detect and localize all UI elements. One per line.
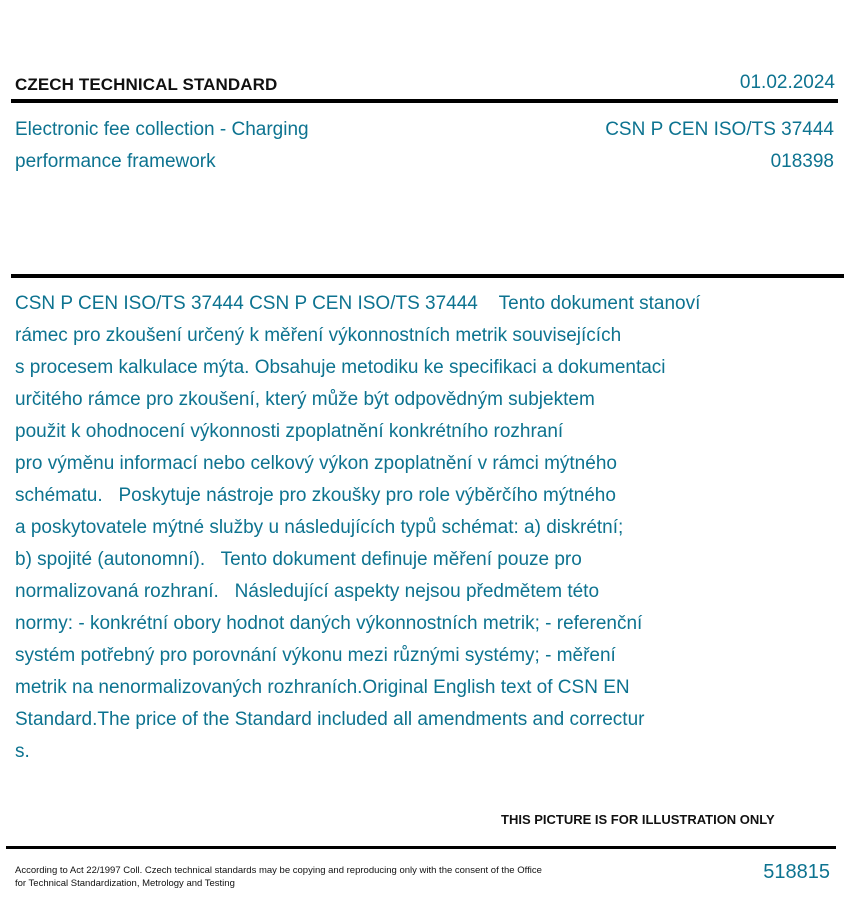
header-divider [11,99,838,103]
catalog-number: 018398 [770,151,834,172]
abstract-line: a poskytovatele mýtné služby u následujících typů schémat: a) diskrétní; [15,517,624,538]
abstract-line: schématu. Poskytuje nástroje pro zkoušky pro role výběrčího mýtného [15,485,616,506]
copyright-note [15,864,595,890]
standard-designation: CSN P CEN ISO/TS 37444 [605,119,834,140]
abstract-line: systém potřebný pro porovnání výkonu mezi různými systémy; - měření [15,645,616,666]
abstract-line: použit k ohodnocení výkonnosti zpoplatnění konkrétního rozhraní [15,421,564,442]
abstract-line: určitého rámce pro zkoušení, který může být odpovědným subjektem [15,389,595,410]
abstract-line: Standard.The price of the Standard included all amendments and correctur [15,709,645,730]
abstract-line: pro výměnu informací nebo celkový výkon zpoplatnění v rámci mýtného [15,453,617,474]
abstract-line: b) spojité (autonomní). Tento dokument definuje měření pouze pro [15,549,582,570]
illustration-notice: THIS PICTURE IS FOR ILLUSTRATION ONLY [501,812,775,827]
document-abstract [15,288,795,768]
abstract-line: s. [15,741,30,762]
title-line: Electronic fee collection - Charging [15,119,309,140]
footer-divider [6,846,836,849]
copyright-line: According to Act 22/1997 Coll. Czech technical standards may be copying and reproducing only with the consent of the Office [15,865,542,876]
abstract-line: rámec pro zkoušení určený k měření výkonnostních metrik souvisejících [15,325,622,346]
abstract-line: s procesem kalkulace mýta. Obsahuje metodiku ke specifikaci a dokumentaci [15,357,666,378]
abstract-line: normalizovaná rozhraní. Následující aspekty nejsou předmětem této [15,581,600,602]
copyright-line: for Technical Standardization, Metrology and Testing [15,878,235,889]
title-divider [11,274,844,278]
standard-code-block [605,114,834,178]
document-title [15,114,435,178]
abstract-line: normy: - konkrétní obory hodnot daných výkonnostních metrik; - referenční [15,613,643,634]
standard-type-label: CZECH TECHNICAL STANDARD [15,75,278,94]
abstract-line: metrik na nenormalizovaných rozhraních.Original English text of CSN EN [15,677,630,698]
footer-number: 518815 [763,861,830,883]
title-line: performance framework [15,151,216,172]
publication-date: 01.02.2024 [739,72,835,93]
abstract-line: CSN P CEN ISO/TS 37444 CSN P CEN ISO/TS 37444 Tento dokument stanoví [15,293,701,314]
